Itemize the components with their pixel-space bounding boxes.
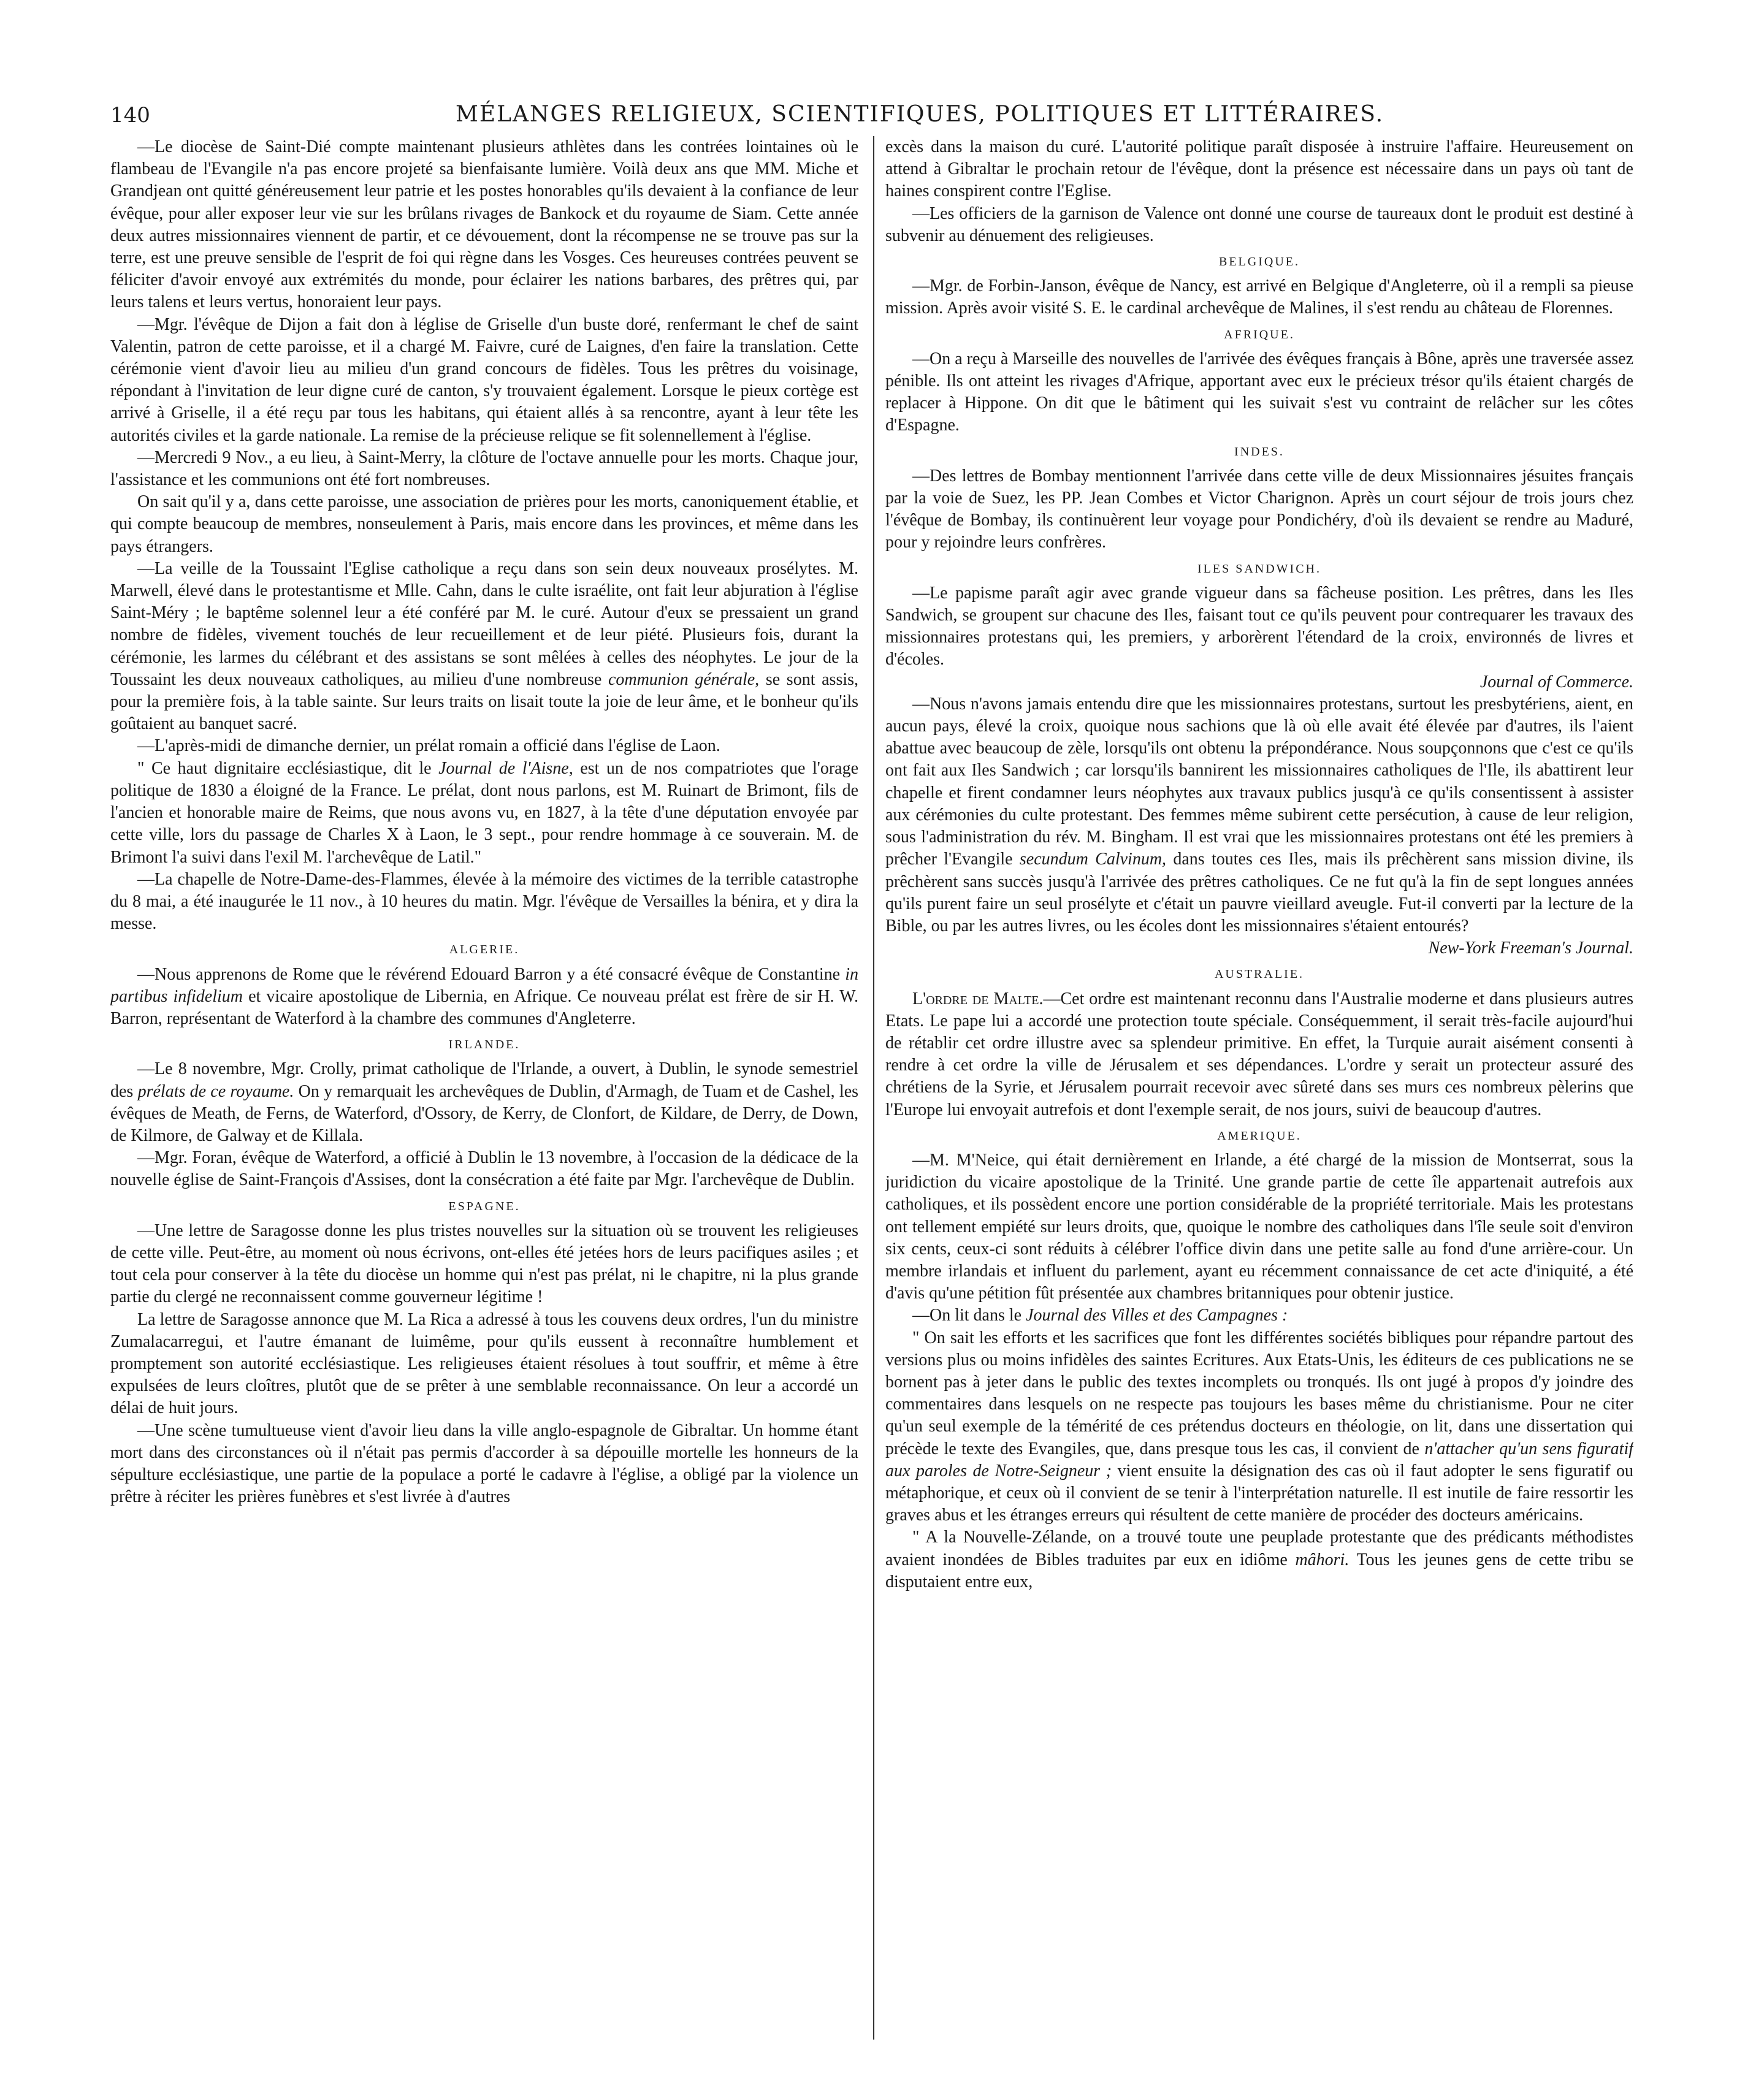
article-malte-lead: L'ordre de Malte. xyxy=(912,989,1044,1008)
article-irlande-text-a: —Le 8 novembre, Mgr. Crolly, primat catholique de l'Irlande, a ouvert, à Dublin, le synode semestriel des xyxy=(110,1059,858,1101)
article-saint-die: —Le diocèse de Saint-Dié compte maintenant plusieurs athlètes dans les contrées lointaines où le flambeau de l'Evangile n'a pas encore projeté sa bienfaisante lumière. Voilà deux ans que MM. Miche et Grandjean ont quitté généreusement leur patrie et les postes honorables qu'ils devaient à la confiance de leur évêque, pour aller exposer leur vie sur les brûlans rivages de Bankock et du royaume de Siam. Cette année deux autres missionnaires viennent de partir, et ce dévouement, dont la récompense ne se trouve pas sur la terre, est une preuve sensible de l'esprit de foi qui règne dans les Vosges. Ces heureuses contrées peuvent se féliciter d'avoir envoyé aux extrémités du monde, pour éclairer les nations barbares, des prêtres qui, par leurs talens et leurs vertus, honoraient leur pays. xyxy=(110,137,858,312)
article-sandwich-reply-text-a: —Nous n'avons jamais entendu dire que les missionnaires protestans, surtout les presbytériens, aient, en aucun pays, élevé la croix, quoique nous sachions que là où elle avait été élevée par d'autres, ils l'aient abattue avec beaucoup de zèle, lorsqu'ils ont obtenu la prépondérance. Nous soupçonnons que c'est ce qu'ils ont fait aux Iles Sandwich ; car lorsqu'ils bannirent les missionnaires catholiques de l'Ile, ils abattirent leur chapelle et firent condamner leurs néophytes aux travaux publics jusqu'à ce qu'ils consentissent à assister aux cérémonies du culte protestant. Des femmes même subirent cette persécution, à cause de leur religion, sous l'administration du rév. M. Bingham. Il est vrai que les missionnaires protestans ont été les premiers à prêcher l'Evangile xyxy=(885,694,1633,869)
article-gibraltar-continued: excès dans la maison du curé. L'autorité politique paraît disposée à instruire l'affaire. Heureusement on attend à Gibraltar le prochain retour de l'évêque, dont la présence est nécessaire dans un pays où tant de haines conspirent contre l'Eglise. xyxy=(885,137,1633,201)
article-toussaint xyxy=(110,558,858,736)
section-head-afrique: AFRIQUE. xyxy=(1224,327,1295,341)
article-irlande-italic: prélats de ce royaume. xyxy=(137,1081,294,1101)
article-societes-text-a: " On sait les efforts et les sacrifices que font les différentes sociétés bibliques pour répandre partout des versions plus ou moins infidèles des saintes Ecritures. Aux Etats-Unis, les éditeurs de ces publications ne se bornent pas à jeter dans le public des textes incomplets ou tronqués. Ils ont jugé à propos d'y joindre des commentaires dans lesquels on ne respecte pas toujours les bases même du christianisme. Pour ne citer qu'un seul exemple de la témérité de ces prétendus docteurs en théologie, on lit, dans une dissertation qui précède le texte des Evangiles, que, dans presque tous les cas, il convient de xyxy=(885,1328,1633,1458)
article-gibraltar: —Une scène tumultueuse vient d'avoir lieu dans la ville anglo-espagnole de Gibraltar. Un homme étant mort dans des circonstances où il n'était pas permis d'accorder à sa dépouille mortelle les honneurs de la sépulture ecclésiastique, une partie de la populace a porté le cadavre à l'église, a obligé par la violence un prêtre à réciter les prières funèbres et s'est livrée à d'autres xyxy=(110,1420,858,1507)
article-indes: —Des lettres de Bombay mentionnent l'arrivée dans cette ville de deux Missionnaires jésuites français par la voie de Suez, les PP. Jean Combes et Victor Charignon. Après un court séjour de trois jours chez l'évêque de Bombay, ils continuèrent leur voyage pour Pondichéry, d'où ils devaient se rendre au Maduré, pour y rejoindre leurs confrères. xyxy=(885,466,1633,552)
article-afrique: —On a reçu à Marseille des nouvelles de l'arrivée des évêques français à Bône, après une traversée assez pénible. Ils ont atteint les rivages d'Afrique, apportant avec eux le précieux trésor qu'ils étaient chargés de replacer à Hippone. On dit que le bâtiment qui les suivait s'est vu contraint de relâcher sur les côtes d'Espagne. xyxy=(885,349,1633,435)
article-nz-text-a: " A la Nouvelle-Zélande, on a trouvé toute une peuplade protestante que des prédicants méthodistes avaient inondées de Bibles traduites par eux en idiôme xyxy=(885,1528,1633,1569)
page-header xyxy=(110,98,1655,137)
article-laon-quote-text-a: " Ce haut dignitaire ecclésiastique, dit le xyxy=(137,758,432,778)
article-algerie-italic: in partibus infidelium xyxy=(110,964,858,1006)
article-irlande-synode xyxy=(110,1058,858,1147)
article-sandwich-text: —Le papisme paraît agir avec grande vigueur dans sa fâcheuse position. Les prêtres, dans les Iles Sandwich, se groupent sur chacune des Iles, faisant tout ce qu'ils peuvent pour contrequarer les travaux des missionnaires protestans qui, les premiers, y arborèrent l'étendard de la croix, environnés de livres et d'écoles. xyxy=(885,583,1633,669)
section-head-iles-sandwich: ILES SANDWICH. xyxy=(1197,562,1321,576)
section-head-irlande: IRLANDE. xyxy=(448,1038,521,1052)
article-saint-merry: —Mercredi 9 Nov., a eu lieu, à Saint-Merry, la clôture de l'octave annuelle pour les morts. Chaque jour, l'assistance et les communions ont été fort nombreuses. xyxy=(110,448,858,490)
article-toussaint-italic: communion générale, xyxy=(608,669,760,689)
article-association-prieres: On sait qu'il y a, dans cette paroisse, une association de prières pour les morts, canoniquement établie, et qui compte beaucoup de membres, nonseulement à Paris, mais encore dans les provinces, et même dans les pays étrangers. xyxy=(110,492,858,556)
page-number: 140 xyxy=(110,103,150,128)
article-laon-quote-source: Journal de l'Aisne, xyxy=(438,758,573,778)
article-saragosse-lettre: La lettre de Saragosse annonce que M. La Rica a adressé à tous les couvens deux ordres, l'un du ministre Zumalacarregui, et l'autre émanant de luimême, pour qu'ils eussent à reconnaître humblement et promptement son autorité ecclésiastique. Les religieuses étaient résolues à tout souffrir, et même à être expulsées de leurs cloîtres, plutôt que de se prêter à une semblable reconnaissance. On leur a accordé un délai de huit jours. xyxy=(110,1309,858,1418)
article-societes-bibliques xyxy=(885,1327,1633,1527)
article-sandwich-papisme xyxy=(885,582,1633,671)
article-algerie-text-a: —Nous apprenons de Rome que le révérend Edouard Barron y a été consacré évêque de Constantine xyxy=(137,964,841,984)
article-laon-quote xyxy=(110,758,858,869)
article-algerie-text-b: et vicaire apostolique de Libernia, en Afrique. Ce nouveau prélat est frère de sir H. W. Barron, représentant de Waterford à la chambre des communes d'Angleterre. xyxy=(110,986,858,1028)
article-sandwich-reply-text-b: dans toutes ces Iles, mais ils prêchèrent sans mission divine, ils prêchèrent sans succès jusqu'à l'arrivée des prêtres catholiques. Ce ne fut qu'à la fin de sept longues années qu'ils purent faire un seul prosélyte et c'était un pauvre vieillard aveugle. Fut-il converti par la lecture de la Bible, ou par les autres livres, ou les écoles dont les missionnaires s'étaient entourés? xyxy=(885,850,1633,935)
article-dijon: —Mgr. l'évêque de Dijon a fait don à léglise de Griselle d'un buste doré, renfermant le chef de saint Valentin, patron de cette paroisse, et il a chargé M. Faivre, curé de Laignes, d'en faire la translation. Cette cérémonie vient d'avoir lieu au milieu d'un grand concours de fidèles. Tous les prêtres du voisinage, répondant à l'invitation de leur digne curé de canton, s'y trouvaient également. Lorsque le pieux cortège est arrivé à Griselle, il a été reçu par tous les habitans, qui étaient allés à sa rencontre, ayant à leur tête les autorités civiles et la garde nationale. La remise de la précieuse relique se fit solennellement à l'église. xyxy=(110,314,858,445)
article-toussaint-text-b: se sont assis, pour la première fois, à la table sainte. Sur leurs traits on lisait toute la joie de leur âme, et le bonheur qu'ils goûtaient au banquet sacré. xyxy=(110,669,858,734)
section-head-algerie: ALGERIE. xyxy=(449,943,520,957)
article-journal-villes xyxy=(885,1305,1633,1327)
running-title: MÉLANGES RELIGIEUX, SCIENTIFIQUES, POLITIQUES ET LITTÉRAIRES. xyxy=(455,102,1384,127)
article-societes-text-b: vient ensuite la désignation des cas où il faut adopter le sens figuratif ou métaphorique, et ceux où il convient de se tenir à l'interprétation naturelle. Il est inutile de faire ressortir les graves abus et les étranges erreurs qui résultent de cette manière de procéder des docteurs américains. xyxy=(885,1461,1633,1525)
article-nz-text-b: Tous les jeunes gens de cette tribu se disputaient entre eux, xyxy=(885,1550,1633,1591)
article-montserrat: —M. M'Neice, qui était dernièrement en Irlande, a été chargé de la mission de Montserrat, sous la juridiction du vicaire apostolique de la Trinité. Une grande partie de cette île appartenait autrefois aux catholiques, et ils possèdent encore une portion considérable de la propriété territoriale. Mais les protestans ont tellement empiété sur leurs droits, que, quoique le nombre des catholiques dans l'île seule soit d'environ six cents, ceux-ci sont réduits à célébrer l'office divin dans une petite salle au fond d'une arrière-cour. Un membre irlandais et influent du parlement, ayant eu récemment connaissance de cet acte d'iniquité, a été d'avis qu'une pétition fût présentée aux chambres britanniques pour obtenir justice. xyxy=(885,1150,1633,1303)
article-belgique: —Mgr. de Forbin-Janson, évêque de Nancy, est arrivé en Belgique d'Angleterre, où il a rempli sa pieuse mission. Après avoir visité S. E. le cardinal archevêque de Malines, il s'est rendu au château de Florennes. xyxy=(885,276,1633,318)
article-laon-quote-text-b: est un de nos compatriotes que l'orage politique de 1830 a éloigné de la France. Le prélat, dont nous parlons, est M. Ruinart de Brimont, fils de l'ancien et honorable maire de Reims, que nous avons vu, en 1827, à la tête d'une députation envoyée par cette ville, lors du passage de Charles X à Laon, le 3 sept., pour rendre hommage à ce souverain. M. de Brimont l'a suivi dans l'exil M. l'archevêque de Latil." xyxy=(110,758,858,867)
citation-freemans-journal: New-York Freeman's Journal. xyxy=(1428,939,1633,958)
article-laon: —L'après-midi de dimanche dernier, un prélat romain a officié dans l'église de Laon. xyxy=(137,736,720,756)
article-sandwich-reply xyxy=(885,693,1633,937)
right-column xyxy=(885,136,1633,2043)
article-ordre-de-malte xyxy=(885,988,1633,1121)
article-nouvelle-zelande xyxy=(885,1526,1633,1593)
article-journal-villes-title: Journal des Villes et des Campagnes : xyxy=(1026,1306,1288,1325)
article-saragosse: —Une lettre de Saragosse donne les plus tristes nouvelles sur la situation où se trouvent les religieuses de cette ville. Peut-être, au moment où nous écrivons, ont-elles été jetées hors de leurs pacifiques asiles ; et tout cela pour conserver à la tête du diocèse un homme qui n'est pas prélat, ni le chapitre, ni la plus grande partie du clergé ne reconnaissent comme gouverneur légitime ! xyxy=(110,1221,858,1307)
section-head-espagne: ESPAGNE. xyxy=(448,1199,521,1213)
section-head-australie: AUSTRALIE. xyxy=(1214,967,1305,981)
article-toussaint-text-a: —La veille de la Toussaint l'Eglise catholique a reçu dans son sein deux nouveaux prosélytes. M. Marwell, élevé dans le protestantisme et Mlle. Cahn, dans le culte israélite, ont fait leur abjuration à l'église Saint-Méry ; le baptême solennel leur a été conféré par M. le curé. Autour d'eux se pressaient un grand nombre de fidèles, vivement touchés de leur recueillement et de leur piété. Plusieurs fois, durant la cérémonie, les larmes du célébrant et des assistans se sont mêlées à celles des néophytes. Le jour de la Toussaint les deux nouveaux catholiques, au milieu d'une nombreuse xyxy=(110,558,858,689)
article-valence: —Les officiers de la garnison de Valence ont donné une course de taureaux dont le produit est destiné à subvenir au dénuement des religieuses. xyxy=(885,204,1633,245)
article-irlande-foran: —Mgr. Foran, évêque de Waterford, a officié à Dublin le 13 novembre, à l'occasion de la dédicace de la nouvelle église de Saint-François d'Assises, dont la consécration a été faite par Mgr. l'archevêque de Dublin. xyxy=(110,1148,858,1190)
section-head-indes: INDES. xyxy=(1234,444,1285,459)
article-societes-italic: n'attacher qu'un sens figuratif aux paroles de Notre-Seigneur ; xyxy=(885,1439,1633,1480)
article-malte-text: —Cet ordre est maintenant reconnu dans l'Australie moderne et dans plusieurs autres Etats. Le pape lui a accordé une protection toute spéciale. Conséquemment, il serait très-facile aujourd'hui de rétablir cet ordre illustre avec sa splendeur primitive. En effet, la Turquie aurait aisément consenti à rendre à cet ordre la ville de Jérusalem et ses dépendances. L'ordre y serait un protecteur assuré des chrétiens de la Syrie, et Jérusalem pourrait recevoir avec sûreté dans ses murs ces nombreux pèlerins que l'Europe lui envoyait autrefois et dont l'exemple serait, de nos jours, suivi de beaucoup d'autres. xyxy=(885,989,1633,1119)
article-notre-dame-des-flammes: —La chapelle de Notre-Dame-des-Flammes, élevée à la mémoire des victimes de la terrible catastrophe du 8 mai, a été inaugurée le 11 nov., à 10 heures du matin. Mgr. l'évêque de Versailles la bénira, et y dira la messe. xyxy=(110,869,858,934)
column-divider xyxy=(873,136,874,2040)
section-head-amerique: AMERIQUE. xyxy=(1217,1129,1302,1143)
section-head-belgique: BELGIQUE. xyxy=(1219,255,1300,269)
citation-journal-of-commerce: Journal of Commerce. xyxy=(1480,672,1633,692)
article-irlande-text-b: On y remarquait les archevêques de Dublin, d'Armagh, de Tuam et de Cashel, les évêques de Meath, de Ferns, de Waterford, d'Ossory, de Kerry, de Clonfort, de Kildare, de Derry, de Down, de Kilmore, de Galway et de Killala. xyxy=(110,1081,858,1145)
article-sandwich-reply-italic: secundum Calvinum, xyxy=(1019,850,1167,869)
article-algerie xyxy=(110,964,858,1031)
left-column xyxy=(110,136,858,2043)
article-nz-italic: mâhori. xyxy=(1295,1550,1350,1569)
article-journal-villes-text: —On lit dans le xyxy=(912,1306,1022,1325)
